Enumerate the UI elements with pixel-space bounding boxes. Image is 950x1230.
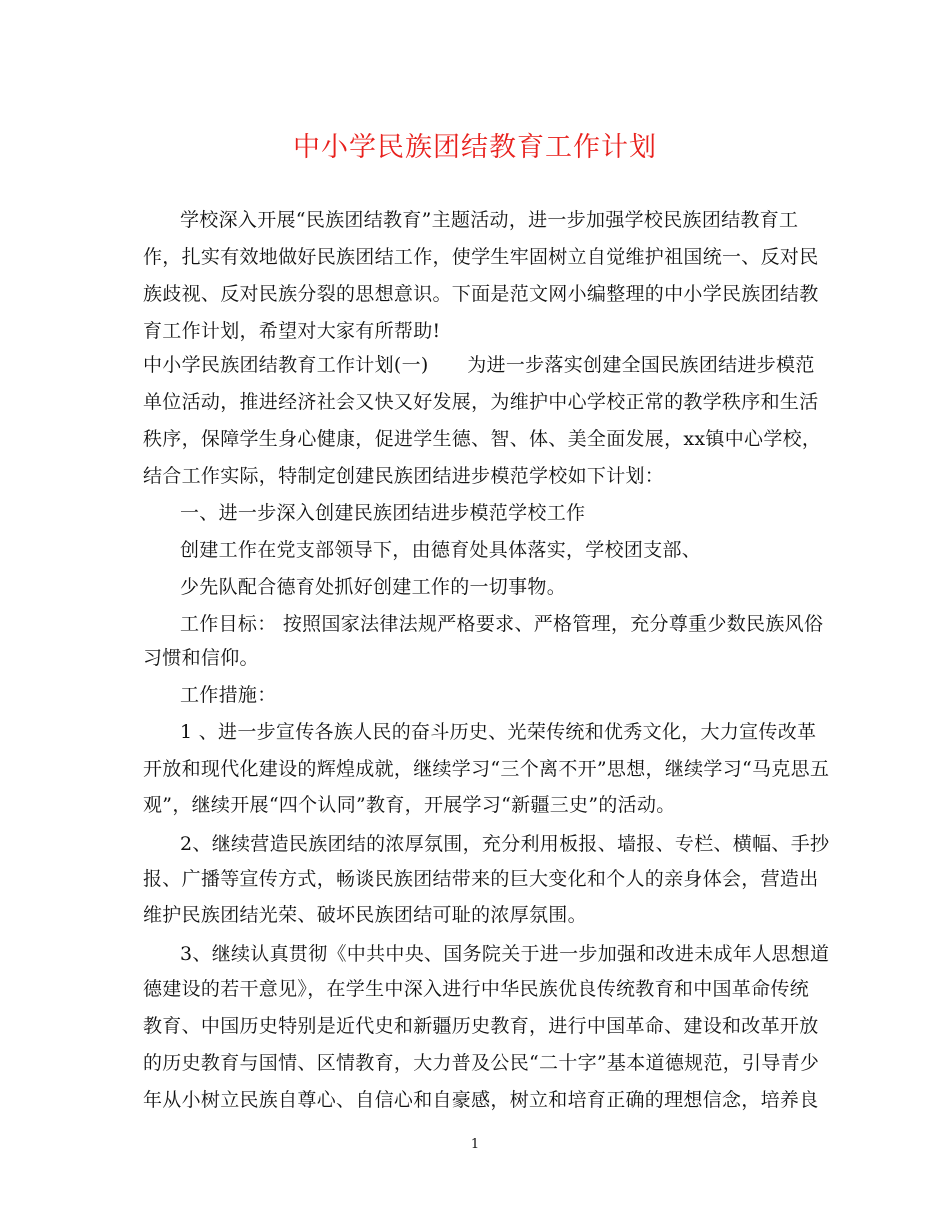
body-line: 工作措施：	[180, 684, 277, 706]
body-line: 报、广播等宣传方式，畅谈民族团结带来的巨大变化和个人的亲身体会，营造出	[143, 868, 819, 890]
body-line: 3、继续认真贯彻《中共中央、国务院关于进一步加强和改进未成年人思想道	[180, 943, 830, 965]
body-line: 的历史教育与国情、区情教育，大力普及公民“二十字”基本道德规范，引导青少	[143, 1052, 820, 1074]
body-line: 育工作计划，希望对大家有所帮助!	[143, 320, 441, 342]
body-line: 族歧视、反对民族分裂的思想意识。下面是范文网小编整理的中小学民族团结教	[143, 283, 819, 305]
body-line: 单位活动，推进经济社会又快又好发展，为维护中心学校正常的教学秩序和生活	[143, 391, 819, 413]
body-line: 教育、中国历史特别是近代史和新疆历史教育，进行中国革命、建设和改革开放	[143, 1015, 819, 1037]
body-line: 工作目标： 按照国家法律法规严格要求、严格管理，充分尊重少数民族风俗	[180, 613, 824, 635]
body-line: 少先队配合德育处抓好创建工作的一切事物。	[180, 576, 567, 598]
page-number: 1	[470, 1137, 480, 1152]
body-line: 作，扎实有效地做好民族团结工作，使学生牢固树立自觉维护祖国统一、反对民	[143, 246, 819, 268]
document-title: 中小学民族团结教育工作计划	[293, 132, 657, 163]
body-line: 维护民族团结光荣、破坏民族团结可耻的浓厚氛围。	[143, 904, 587, 926]
body-line: 习惯和信仰。	[143, 647, 259, 669]
body-line: 德建设的若干意见》，在学生中深入进行中华民族优良传统教育和中国革命传统	[143, 978, 810, 1000]
body-line: 1 、进一步宣传各族人民的奋斗历史、光荣传统和优秀文化，大力宣传改革	[180, 721, 817, 743]
body-line: 学校深入开展“民族团结教育”主题活动，进一步加强学校民族团结教育工	[180, 209, 799, 231]
body-line: 开放和现代化建设的辉煌成就，继续学习“三个离不开”思想，继续学习“马克思五	[143, 758, 830, 780]
body-line: 年从小树立民族自尊心、自信心和自豪感，树立和培育正确的理想信念，培养良	[143, 1089, 819, 1111]
body-line: 2、继续营造民族团结的浓厚氛围，充分利用板报、墙报、专栏、横幅、手抄	[180, 833, 830, 855]
body-line: 结合工作实际，特制定创建民族团结进步模范学校如下计划：	[143, 465, 665, 487]
body-line: 秩序，保障学生身心健康，促进学生德、智、体、美全面发展，xx镇中心学校，	[143, 428, 822, 450]
body-line: 中小学民族团结教育工作计划(一) 为进一步落实创建全国民族团结进步模范	[143, 354, 815, 376]
body-line: 创建工作在党支部领导下，由德育处具体落实，学校团支部、	[180, 539, 702, 561]
body-line: 一、进一步深入创建民族团结进步模范学校工作	[180, 502, 586, 524]
body-line: 观”，继续开展“四个认同”教育，开展学习“新疆三史”的活动。	[143, 794, 676, 816]
